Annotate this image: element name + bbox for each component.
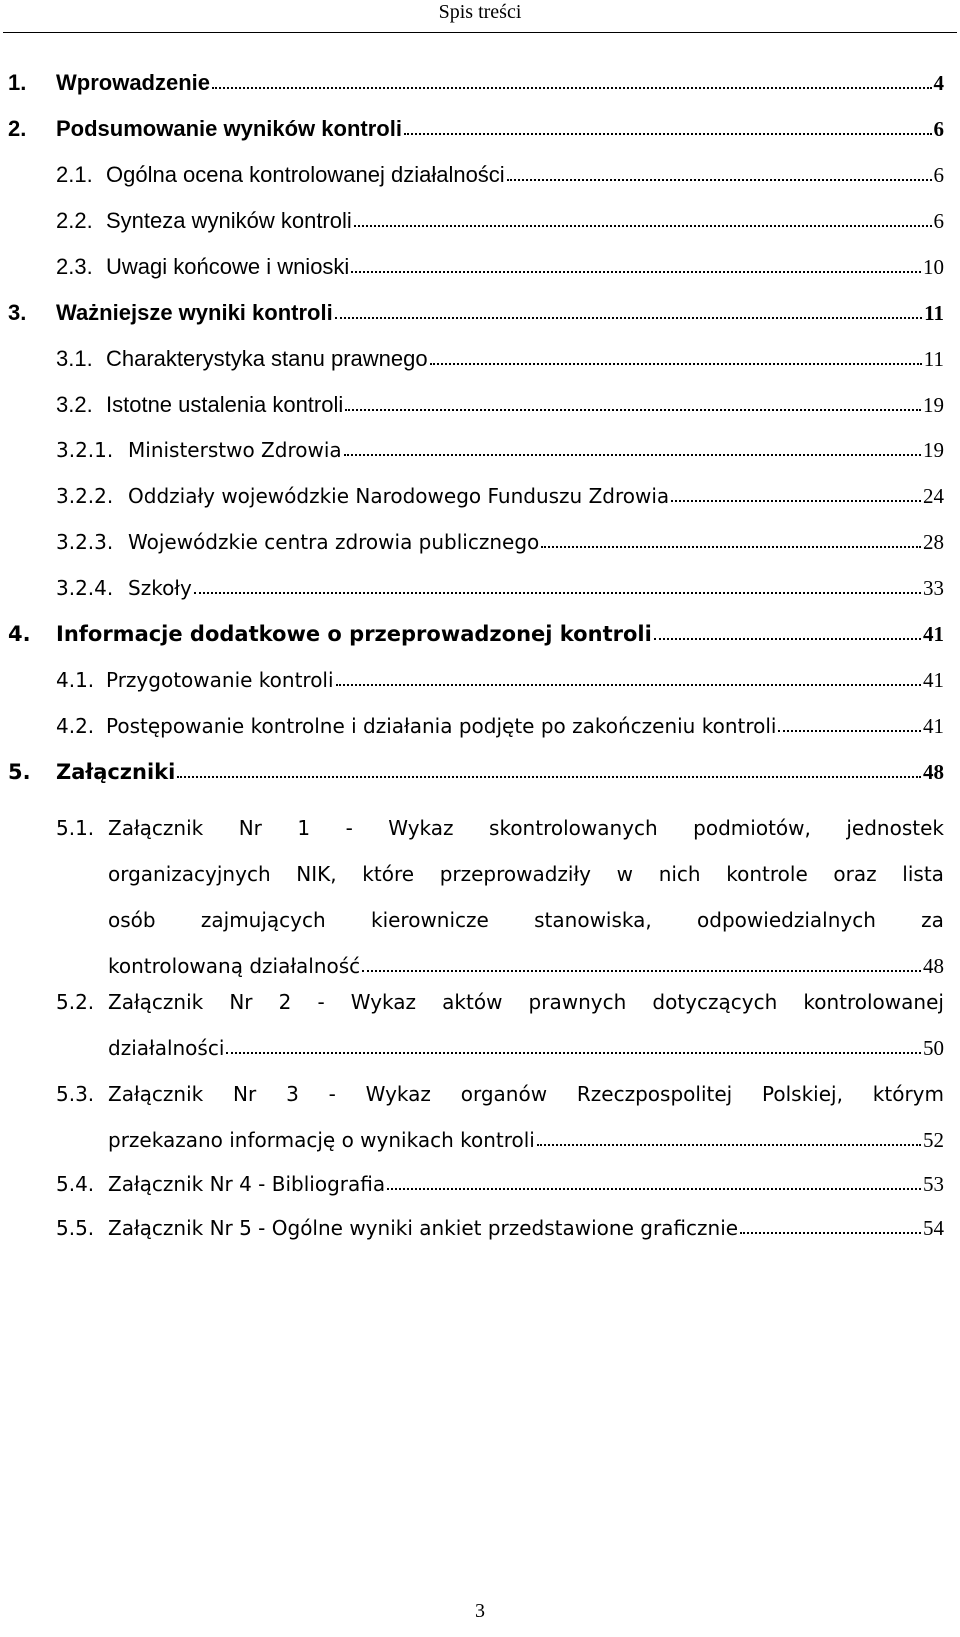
running-header-title: Spis treści xyxy=(438,1,522,23)
word: NIK, xyxy=(296,862,337,886)
dot-leader xyxy=(654,638,921,640)
word: 1 xyxy=(297,816,311,840)
dot-leader xyxy=(404,133,932,135)
toc-title: Informacje dodatkowe o przeprowadzonej kontroli xyxy=(56,622,652,646)
word: kontrolowanej xyxy=(803,990,944,1014)
page-number: 3 xyxy=(475,1600,485,1622)
toc-number: 4. xyxy=(8,622,31,646)
word: osób xyxy=(108,908,156,932)
toc-title: Ogólna ocena kontrolowanej działalności xyxy=(106,162,505,187)
dot-leader xyxy=(430,363,922,365)
word: - xyxy=(317,990,325,1014)
toc-number: 3.2.2. xyxy=(56,484,114,508)
toc-number: 2. xyxy=(8,116,27,141)
toc-page: 28 xyxy=(923,530,944,554)
toc-title: Przygotowanie kontroli xyxy=(106,668,334,692)
toc-number: 2.3. xyxy=(56,254,93,279)
toc-title: Wojewódzkie centra zdrowia publicznego xyxy=(128,530,540,554)
toc-number: 3.1. xyxy=(56,346,93,371)
word: aktów xyxy=(442,990,503,1014)
word: zajmujących xyxy=(200,908,326,932)
toc-number: 5.5. xyxy=(56,1216,95,1240)
toc-title: Charakterystyka stanu prawnego xyxy=(106,346,428,371)
toc-title: przekazano informację o wynikach kontroli xyxy=(108,1128,535,1152)
toc-title-line xyxy=(108,990,944,1014)
toc-title-line xyxy=(108,1128,944,1153)
word: za xyxy=(921,908,944,932)
toc-number: 3.2.1. xyxy=(56,438,114,462)
toc-title: Ministerstwo Zdrowia xyxy=(128,438,342,462)
toc-page: 54 xyxy=(923,1216,944,1240)
dot-leader xyxy=(740,1232,921,1234)
toc-page: 10 xyxy=(923,255,944,279)
toc-title-line xyxy=(108,954,944,979)
toc-page: 53 xyxy=(923,1172,944,1196)
dot-leader xyxy=(335,317,922,319)
toc-number: 5.3. xyxy=(56,1082,95,1106)
toc-page: 48 xyxy=(923,760,944,784)
word: kierownicze xyxy=(370,908,489,932)
header-divider xyxy=(3,32,957,33)
toc-title-line xyxy=(108,1082,944,1106)
toc-page: 6 xyxy=(933,209,944,233)
word: Załącznik xyxy=(108,1082,204,1106)
toc-title-line xyxy=(108,908,944,932)
word: 3 xyxy=(286,1082,299,1106)
toc-title: Szkoły xyxy=(128,576,192,600)
dot-leader xyxy=(671,500,921,502)
word: nich xyxy=(658,862,701,886)
toc-page: 41 xyxy=(923,668,944,692)
dot-leader xyxy=(537,1144,921,1146)
dot-leader xyxy=(336,684,921,686)
toc-title-line xyxy=(108,1216,944,1241)
dot-leader xyxy=(362,970,921,972)
toc-number: 2.1. xyxy=(56,162,93,187)
word: stanowiska, xyxy=(534,908,652,932)
toc-number: 4.1. xyxy=(56,668,95,692)
word: - xyxy=(328,1082,336,1106)
word: przeprowadziły xyxy=(439,862,592,886)
word: Wykaz xyxy=(365,1082,431,1106)
toc-number: 3.2.3. xyxy=(56,530,114,554)
toc-number: 5. xyxy=(8,760,31,784)
toc-title: Załącznik Nr 5 - Ogólne wyniki ankiet przedstawione graficznie xyxy=(108,1216,739,1240)
dot-leader xyxy=(541,546,921,548)
dot-leader xyxy=(387,1188,921,1190)
toc-number: 5.2. xyxy=(56,990,95,1014)
dot-leader xyxy=(351,271,921,273)
toc-number: 1. xyxy=(8,70,27,95)
word: dotyczących xyxy=(652,990,778,1014)
toc-page: 11 xyxy=(923,347,944,371)
word: Nr xyxy=(233,1082,257,1106)
toc-page: 41 xyxy=(923,622,944,646)
toc-page: 19 xyxy=(923,393,944,417)
toc-number: 2.2. xyxy=(56,208,93,233)
dot-leader xyxy=(177,776,921,778)
word: 2 xyxy=(278,990,292,1014)
dot-leader xyxy=(354,225,932,227)
word: Wykaz xyxy=(350,990,417,1014)
dot-leader xyxy=(507,179,932,181)
toc-page: 6 xyxy=(933,163,944,187)
toc-number: 3. xyxy=(8,300,27,325)
dot-leader xyxy=(345,409,921,411)
word: Polskiej, xyxy=(762,1082,843,1106)
word: kontrole xyxy=(726,862,808,886)
word: skontrolowanych xyxy=(489,816,658,840)
toc-title-line xyxy=(108,816,944,840)
toc-title: Załącznik Nr 4 - Bibliografia xyxy=(108,1172,386,1196)
toc-title-line xyxy=(108,862,944,886)
toc-page: 52 xyxy=(923,1128,944,1152)
toc-number: 3.2. xyxy=(56,392,93,417)
toc-number: 5.4. xyxy=(56,1172,95,1196)
toc-title: kontrolowaną działalność xyxy=(108,954,361,978)
dot-leader xyxy=(212,87,931,89)
toc-title: Istotne ustalenia kontroli xyxy=(106,392,344,417)
word: Nr xyxy=(238,816,262,840)
word: w xyxy=(616,862,634,886)
toc-title-line xyxy=(108,1036,944,1061)
toc-page: 11 xyxy=(924,301,944,325)
toc-page: 4 xyxy=(933,71,944,95)
dot-leader xyxy=(226,1052,921,1054)
dot-leader xyxy=(194,592,921,594)
toc-title: Podsumowanie wyników kontroli xyxy=(56,116,402,141)
toc-title: Synteza wyników kontroli xyxy=(106,208,352,233)
toc-page: 19 xyxy=(923,438,944,462)
word: lista xyxy=(902,862,944,886)
word: organizacyjnych xyxy=(108,862,271,886)
toc-title: Załączniki xyxy=(56,760,176,784)
word: Załącznik xyxy=(108,990,204,1014)
toc-page: 6 xyxy=(933,117,944,141)
dot-leader xyxy=(344,454,921,456)
word: które xyxy=(362,862,415,886)
toc-title-line xyxy=(108,1172,944,1197)
toc-title: Oddziały wojewódzkie Narodowego Funduszu Zdrowia xyxy=(128,484,670,508)
toc-page: 48 xyxy=(923,954,944,978)
word: którym xyxy=(872,1082,944,1106)
word: organów xyxy=(460,1082,548,1106)
toc-title: Wprowadzenie xyxy=(56,70,211,95)
word: - xyxy=(345,816,353,840)
toc-page: 24 xyxy=(923,484,944,508)
toc-page: 41 xyxy=(923,714,944,738)
toc-title: Postępowanie kontrolne i działania podjęte po zakończeniu kontroli xyxy=(106,714,777,738)
word: odpowiedzialnych xyxy=(697,908,876,932)
toc-page: 50 xyxy=(923,1036,944,1060)
toc-page: 33 xyxy=(923,576,944,600)
toc-title: Uwagi końcowe i wnioski xyxy=(106,254,350,279)
word: Załącznik xyxy=(108,816,204,840)
toc-number: 3.2.4. xyxy=(56,576,114,600)
toc-title: działalności xyxy=(108,1036,225,1060)
word: podmiotów, xyxy=(693,816,811,840)
word: Nr xyxy=(229,990,253,1014)
toc-title: Ważniejsze wyniki kontroli xyxy=(56,300,333,325)
word: oraz xyxy=(833,862,877,886)
dot-leader xyxy=(778,730,921,732)
toc-number: 5.1. xyxy=(56,816,95,840)
word: prawnych xyxy=(528,990,627,1014)
word: Wykaz xyxy=(388,816,454,840)
word: jednostek xyxy=(846,816,944,840)
word: Rzeczpospolitej xyxy=(576,1082,733,1106)
toc-number: 4.2. xyxy=(56,714,95,738)
